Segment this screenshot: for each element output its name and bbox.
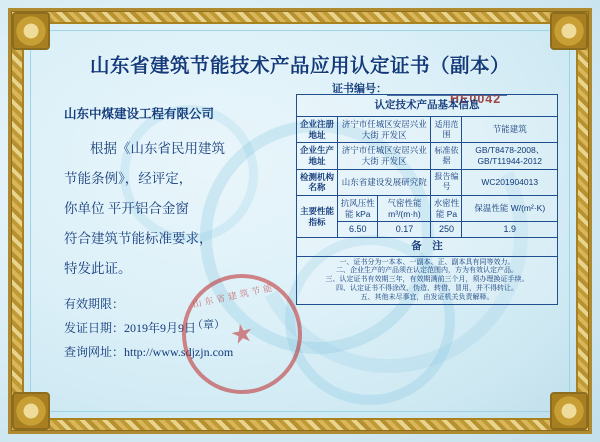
query-url-value[interactable]: http://www.sdjzjn.com — [124, 345, 234, 359]
note-item: 五、其他未尽事宜，由发证机关负责解释。 — [360, 293, 494, 301]
notes-body — [297, 256, 558, 305]
page-title: 山东省建筑节能技术产品应用认定证书（副本） — [89, 56, 510, 77]
cell-scope-value: 节能建筑 — [462, 117, 558, 143]
cell-scope-label: 适用范围 — [431, 117, 462, 143]
cell-standard-label: 标准依据 — [431, 143, 462, 169]
note-item: 四、认定证书不得涂改、伪造、转借、冒用，并不得转让。 — [336, 284, 518, 292]
body-line: 符合建筑节能标准要求， — [64, 231, 213, 246]
certificate-body — [64, 134, 314, 284]
body-line: 特发此证。 — [64, 261, 132, 276]
seal-note: （章） — [192, 319, 225, 331]
validity-label: 有效期限： — [64, 297, 125, 311]
seal-star-icon: ★ — [227, 316, 257, 351]
issue-date-label: 发证日期： — [64, 321, 125, 335]
query-url-label: 查询网址： — [64, 345, 125, 359]
cell-production-address-label: 企业生产地址 — [297, 143, 338, 169]
certificate-content — [42, 42, 558, 400]
table-row — [297, 95, 558, 117]
cell-register-address-value: 济宁市任城区安居兴业大街 开发区 — [338, 117, 431, 143]
body-line: 你单位 平开铝合金窗 — [64, 201, 189, 216]
validity-row — [64, 292, 233, 316]
perf-value: 1.9 — [462, 222, 558, 238]
cell-standard-value: GB/T8478-2008、 GB/T11944-2012 — [462, 143, 558, 169]
cell-performance-label: 主要性能指标 — [297, 195, 338, 238]
product-info-table — [296, 94, 558, 305]
perf-value: 6.50 — [338, 222, 378, 238]
perf-value: 0.17 — [378, 222, 431, 238]
seal-text: 山东省建筑节能 — [191, 282, 277, 310]
cell-report-no-value: WC201904013 — [462, 169, 558, 195]
company-name: 山东中煤建设工程有限公司 — [64, 107, 215, 121]
perf-header: 水密性能 Pa — [431, 195, 462, 221]
table-row — [297, 238, 558, 256]
cell-production-address-value: 济宁市任城区安居兴业大街 开发区 — [338, 143, 431, 169]
perf-header: 抗风压性能 kPa — [338, 195, 378, 221]
perf-value: 250 — [431, 222, 462, 238]
query-url-row — [64, 340, 233, 364]
issue-date-value: 2019年9月9日 — [124, 321, 197, 335]
table-header: 认定技术产品基本信息 — [297, 95, 558, 117]
body-line: 根据《山东省民用建筑 — [90, 141, 225, 156]
cell-register-address-label: 企业注册地址 — [297, 117, 338, 143]
note-item: 二、企业生产的产品须在认定范围内，方为有效认定产品。 — [336, 267, 518, 275]
perf-header: 保温性能 W/(m²·K) — [462, 195, 558, 221]
note-item: 一、证书分为一本本、一副本、正、副本具有同等效力。 — [339, 258, 515, 266]
perf-header: 气密性能 m³/(m·h) — [378, 195, 431, 221]
table-row — [297, 195, 558, 221]
table-row — [297, 117, 558, 143]
cell-testing-org-label: 检测机构名称 — [297, 169, 338, 195]
body-line: 节能条例》，经评定， — [64, 171, 193, 186]
table-row — [297, 143, 558, 169]
certificate-number-value: HE0042 — [450, 92, 502, 106]
notes-header: 备 注 — [297, 238, 558, 256]
certificate-number-label: 证书编号： — [332, 83, 387, 95]
cell-testing-org-value: 山东省建设发展研究院 — [338, 169, 431, 195]
table-row — [297, 256, 558, 305]
table-row — [297, 169, 558, 195]
note-item: 三、认定证书有效期三年，有效期满前三个月，须办理换证手续。 — [325, 276, 529, 283]
cell-report-no-label: 报告编号 — [431, 169, 462, 195]
